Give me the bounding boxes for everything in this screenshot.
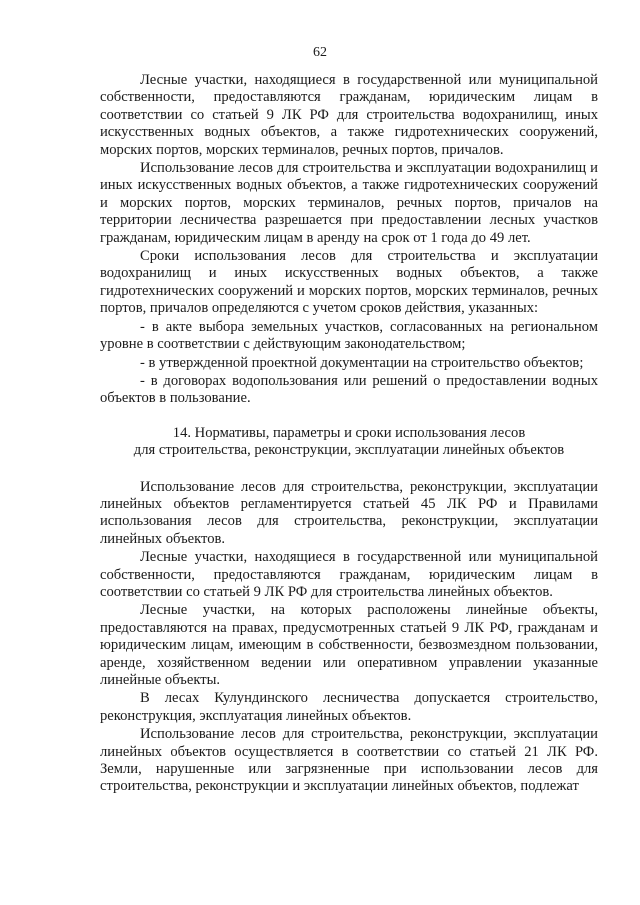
paragraph: Лесные участки, на которых расположены линейные объекты, предоставляются на правах, предусмотренных статьей 9 ЛК РФ, гражданам и юридическим лицам, имеющим в собственности, безвозмездном пользовании, аренде, хозяйственном ведении или оперативном управлении указанные линейные объекты. [100, 602, 598, 688]
document-body [100, 72, 598, 796]
paragraph: Лесные участки, находящиеся в государственной или муниципальной собственности, предоставляются гражданам, юридическим лицам в соответствии со статьей 9 ЛК РФ для строительства водохранилищ, иных искусственных водных объектов, а также гидротехнических сооружений, морских портов, морских терминалов, речных портов, причалов. [100, 72, 598, 158]
paragraph: Сроки использования лесов для строительства и эксплуатации водохранилищ и иных искусственных водных объектов, а также гидротехнических сооружений и морских портов, морских терминалов, речных портов, причалов определяются с учетом сроков действия, указанных: [100, 248, 598, 317]
paragraph: Использование лесов для строительства, реконструкции, эксплуатации линейных объектов осуществляется в соответствии со статьей 21 ЛК РФ. Земли, нарушенные или загрязненные при использовании лесов для строительства, реконструкции и эксплуатации линейных объектов, подлежат [100, 726, 598, 795]
section-heading-line-1: 14. Нормативы, параметры и сроки использования лесов [172, 424, 526, 441]
page-number: 62 [313, 45, 327, 60]
paragraph: В лесах Кулундинского лесничества допускается строительство, реконструкция, эксплуатация линейных объектов. [100, 690, 598, 724]
section-heading-line-2: для строительства, реконструкции, эксплуатации линейных объектов [133, 442, 565, 459]
list-item: - в утвержденной проектной документации на строительство объектов; [140, 354, 584, 371]
list-item: - в договорах водопользования или решений о предоставлении водных объектов в пользование. [100, 372, 598, 407]
paragraph: Лесные участки, находящиеся в государственной или муниципальной собственности, предоставляются гражданам, юридическим лицам в соответствии со статьей 9 ЛК РФ для строительства линейных объектов. [100, 549, 598, 600]
paragraph: Использование лесов для строительства и эксплуатации водохранилищ и иных искусственных водных объектов, а также гидротехнических сооружений и морских портов, морских терминалов, речных портов, причалов на территории лесничества разрешается при предоставлении лесных участков гражданам, юридическим лицам в аренду на срок от 1 года до 49 лет. [100, 160, 598, 246]
paragraph: Использование лесов для строительства, реконструкции, эксплуатации линейных объектов регламентируется статьей 45 ЛК РФ и Правилами использования лесов для строительства, реконструкции, эксплуатации линейных объектов. [100, 478, 598, 547]
list-item: - в акте выбора земельных участков, согласованных на региональном уровне в соответствии с действующим законодательством; [100, 318, 598, 353]
